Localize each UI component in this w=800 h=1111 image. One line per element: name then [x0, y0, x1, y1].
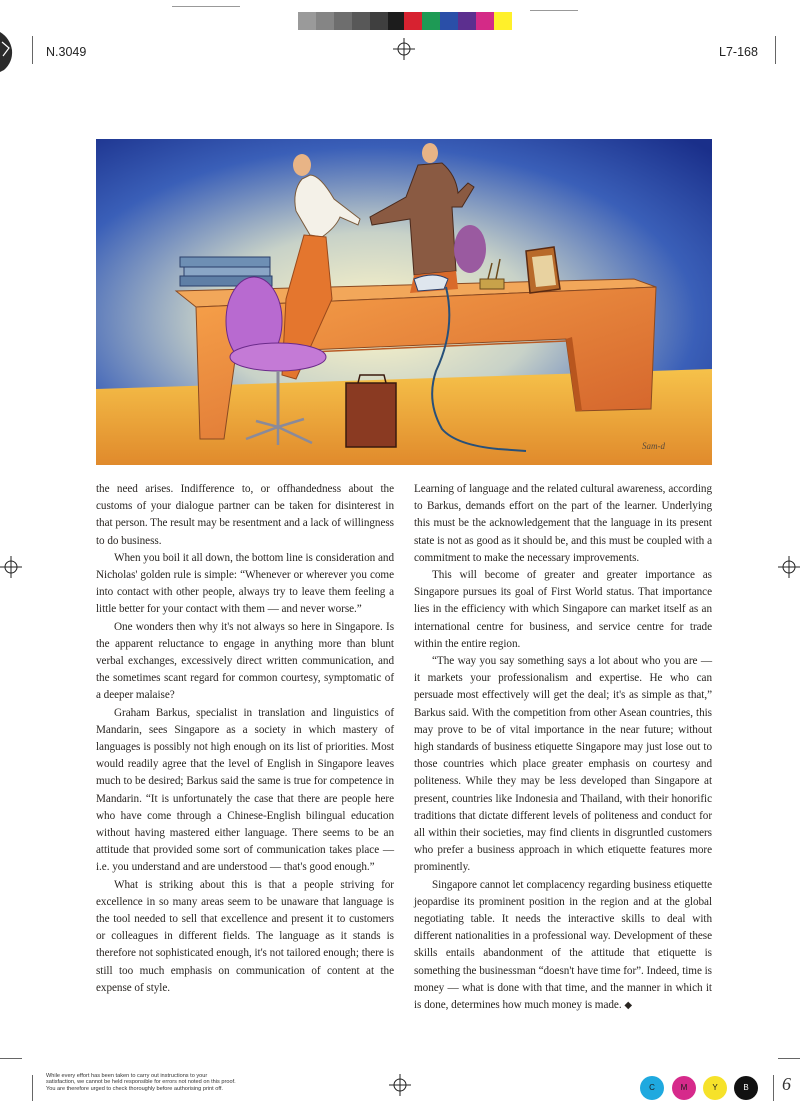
- gray-swatch: [352, 12, 370, 30]
- article-paragraph: [414, 877, 712, 1015]
- registration-mark-top: [393, 38, 415, 60]
- top-crop-mark-left: [172, 6, 240, 7]
- article-paragraph: [96, 550, 394, 619]
- paragraph-text: This will become of greater and greater importance as Singapore pursues its goal of First World status. That importance lies in the efficiency with which Singapore can market itself as an international centre for business, and service centre for trade within the entire region.: [414, 569, 712, 650]
- article-paragraph: [414, 567, 712, 653]
- trim-mark-bottom-right: [773, 1075, 774, 1101]
- article-paragraph: [96, 619, 394, 705]
- process-swatch: [440, 12, 458, 30]
- registration-mark-bottom: [389, 1074, 411, 1096]
- paragraph-text: One wonders then why it's not always so here in Singapore. Is the apparent reluctance to engage in anything more than blunt verbal exchanges, excessively direct written communication, and the sometimes scant regard for common courtesy, symptomatic of a deeper malaise?: [96, 620, 394, 702]
- job-number-left: N.3049: [46, 45, 87, 59]
- paragraph-text: Graham Barkus, specialist in translation and linguistics of Mandarin, sees Singapore as a society in which mastery of languages is possibly not high enough on its list of priorities. Most would readily agree that the level of English in Singapore leaves much to be desired; Barkus said the same is true for competence in Mandarin. “It is unfortunately the case that there are people here who have come through a Chinese-English bilingual education without having mastered either language. There seems to be an attitude that provided some sort of communication takes place — i.e. you understand and are understood — that's good enough.”: [96, 706, 394, 874]
- process-color-bar: [404, 12, 512, 30]
- top-crop-mark-right: [530, 10, 578, 11]
- process-swatch: [404, 12, 422, 30]
- article-column-left: [96, 481, 394, 997]
- article-paragraph: [414, 481, 712, 567]
- ink-dot-cyan: C: [640, 1076, 664, 1100]
- article-column-right: [414, 481, 712, 1014]
- process-swatch: [458, 12, 476, 30]
- registration-mark-left: [0, 556, 22, 578]
- trim-mark-right-bottom: [778, 1058, 800, 1059]
- trim-mark-top-right: [775, 36, 776, 64]
- paragraph-text: Learning of language and the related cultural awareness, according to Barkus, demands effort on the part of the learner. Underlying this must be the acknowledgement that the language in its present state is not as good as it should be, and this must be coupled with a commitment to make the necessary improvements.: [414, 483, 712, 564]
- process-swatch: [422, 12, 440, 30]
- article-paragraph: [96, 877, 394, 997]
- business-handshake-illustration: [96, 139, 712, 465]
- trim-mark-bottom-left: [32, 1075, 33, 1101]
- artist-signature: Sam-d: [642, 441, 665, 451]
- ink-dot-black: B: [734, 1076, 758, 1100]
- paragraph-text: When you boil it all down, the bottom line is consideration and Nicholas' golden rule is simple: “Whenever or wherever you come into contact with other people, always try to leave them feeling a little better for your contact with them — and never worse.”: [96, 551, 394, 616]
- process-swatch: [476, 12, 494, 30]
- ink-dot-magenta: M: [672, 1076, 696, 1100]
- paragraph-text: “The way you say something says a lot about who you are — it markets your professionalism and expertise. He who can persuade most effectively will get the deal; it's as simple as that,” Barkus said. With the competition from other Asean countries, this may prove to be of vital importance in the near future; without high standards of business etiquette Singapore may just lose out to those countries which place greater emphasis on courtesy and politeness. While they may be less developed than Singapore at present, countries like Indonesia and Thailand, with their honorific traditions that dictate different levels of politeness and conduct for all within their societies, may find clients in disgruntled customers who prefer a business approach in which etiquette features more prominently.: [414, 655, 712, 874]
- gray-color-bar: [298, 12, 406, 30]
- page-number: 6: [782, 1074, 791, 1094]
- registration-mark-right: [778, 556, 800, 578]
- gray-swatch: [316, 12, 334, 30]
- gray-swatch: [298, 12, 316, 30]
- ink-dot-yellow: Y: [703, 1076, 727, 1100]
- paragraph-text: Singapore cannot let complacency regarding business etiquette jeopardise its prominent position in the region and at the global negotiating table. It needs the interactive skills to deal with different nationalities in a professional way. Development of these skills entails abandonment of the attitude that etiquette is something the businessman “doesn't have time for”. Indeed, time is money — what is done with that time, and the manner in which it is done, determines how much money is made.: [414, 878, 712, 1012]
- end-mark-icon: ◆: [624, 1000, 632, 1012]
- process-swatch: [494, 12, 512, 30]
- gray-swatch: [370, 12, 388, 30]
- trim-mark-left-bottom: [0, 1058, 22, 1059]
- trim-mark-top-left: [32, 36, 33, 64]
- binding-edge-artwork: [0, 28, 18, 74]
- job-number-right: L7-168: [719, 45, 758, 59]
- gray-swatch: [334, 12, 352, 30]
- paragraph-text: the need arises. Indifference to, or offhandedness about the customs of your dialogue partner can be taken for disinterest in that person. The result may be resentment and a lack of willingness to do business.: [96, 483, 394, 547]
- proof-disclaimer: While every effort has been taken to carry out instructions to your satisfaction, we cannot be held responsible for errors not noted on this proof. You are therefore urged to check thoroughly before authorising print off.: [46, 1073, 236, 1092]
- article-paragraph: [414, 653, 712, 877]
- article-paragraph: [96, 705, 394, 877]
- article-paragraph: [96, 481, 394, 550]
- paragraph-text: What is striking about this is that a people striving for excellence in so many areas seem to be unaware that language is the tool needed to sell that excellence and present it to customers or colleagues in different fields. The language as it stands is therefore not sophisticated enough, it's not tailored enough; there is still too much emphasis on communication of content at the expense of style.: [96, 878, 394, 994]
